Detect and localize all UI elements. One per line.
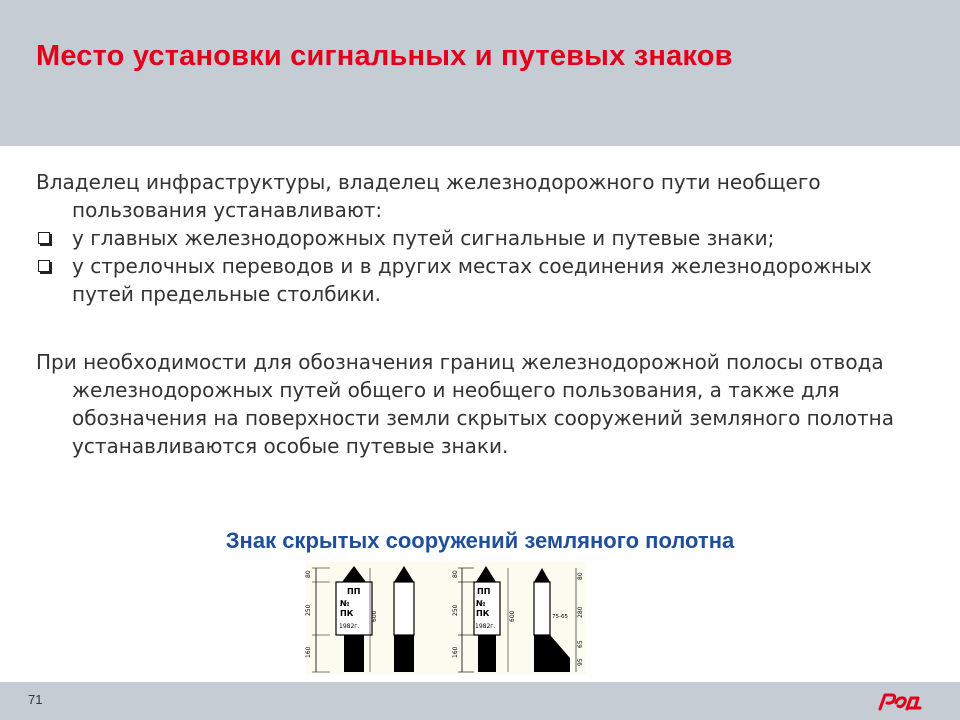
side-plate	[394, 582, 414, 635]
intro-paragraph: Владелец инфраструктуры, владелец железнодорожного пути необщего пользования устанавливают:	[36, 170, 821, 222]
bullet-item	[36, 252, 916, 308]
dimension-label: 80	[577, 572, 584, 580]
sign-post	[478, 635, 496, 672]
sign-cap	[342, 566, 366, 582]
sign-number: №	[340, 599, 350, 608]
bullet-list	[36, 224, 916, 308]
sign-year: 1982г.	[339, 623, 360, 630]
page-number: 71	[28, 692, 43, 707]
dimension-label: 600	[509, 610, 516, 622]
dimension-label: 250	[305, 604, 312, 616]
sign-pk: ПК	[476, 609, 490, 618]
sign-cap	[476, 566, 496, 582]
dimension-label: 95	[577, 658, 584, 666]
side-base	[534, 635, 570, 672]
sign-post	[344, 635, 364, 672]
sign-letters: ПП	[477, 587, 491, 596]
sign-letters: ПП	[347, 587, 361, 596]
dimension-label: 600	[371, 610, 378, 622]
side-post	[394, 635, 414, 672]
side-cap	[394, 566, 414, 582]
sign-pk: ПК	[340, 609, 354, 618]
bullet-text: у стрелочных переводов и в других местах соединения железнодорожных путей предельные столбики.	[72, 254, 872, 306]
figure-caption: Знак скрытых сооружений земляного полотна	[225, 528, 735, 553]
dimension-label: 250	[452, 604, 459, 616]
checkbox-icon	[38, 260, 50, 272]
dimension-label: 80	[305, 570, 312, 578]
slide-title: Место установки сигнальных и путевых знаков	[36, 40, 733, 72]
signs-drawing	[306, 562, 586, 674]
dimension-label: 75-65	[552, 614, 568, 620]
dimension-label: 80	[452, 570, 459, 578]
sign-number: №	[476, 599, 486, 608]
dimension-label: 65	[577, 640, 584, 648]
second-paragraph: При необходимости для обозначения границ железнодорожной полосы отвода железнодорожных путей общего и необщего пользования, а также для обозначения на поверхности земли скрытых сооружений земляного полотна устанавливаются особые путевые знаки.	[36, 350, 894, 458]
dimension-label: 280	[577, 606, 584, 618]
dimension-label: 160	[305, 646, 312, 658]
header-band	[0, 0, 960, 146]
slide-body	[36, 168, 916, 460]
bullet-item	[36, 224, 916, 252]
footer-band	[0, 682, 960, 720]
dimension-label: 160	[452, 646, 459, 658]
side-plate	[534, 582, 550, 635]
sign-year: 1982г.	[475, 623, 496, 630]
rzd-logo-icon	[876, 689, 924, 713]
side-cap	[534, 568, 550, 582]
bullet-text: у главных железнодорожных путей сигнальные и путевые знаки;	[72, 226, 775, 250]
signs-drawing-svg	[306, 562, 586, 674]
checkbox-icon	[38, 232, 50, 244]
